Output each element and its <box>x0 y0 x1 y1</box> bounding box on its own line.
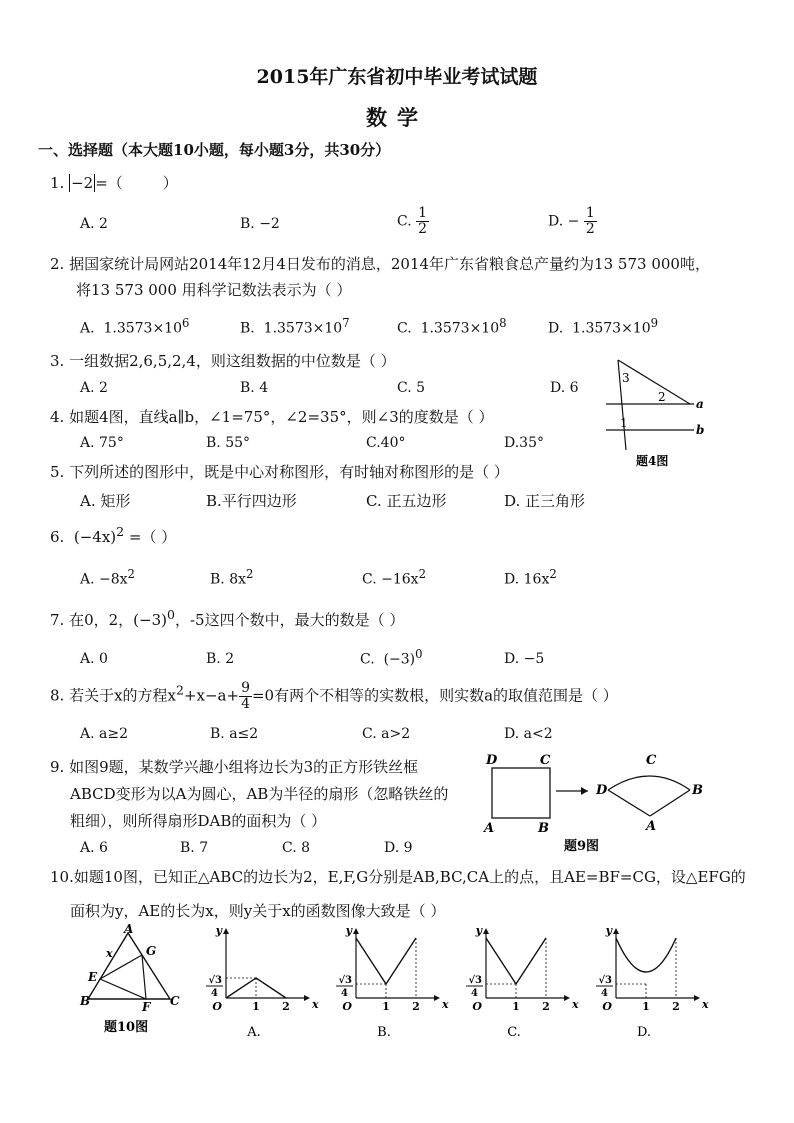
q4-option-d: D.35° <box>504 435 544 451</box>
graph-option-label: A. <box>247 1025 261 1040</box>
root3-label: √3 <box>468 975 482 986</box>
four-label: 4 <box>341 988 348 999</box>
svg-text:1: 1 <box>620 416 628 430</box>
question-5: 5. 下列所述的图形中，既是中心对称图形，有时轴对称图形的是（ ） <box>50 463 509 481</box>
origin-label: O <box>342 1000 352 1013</box>
fraction: $\frac{9}{4}$ <box>241 680 250 712</box>
svg-text:A: A <box>124 922 134 936</box>
figure-9 <box>478 748 718 858</box>
svg-text:B: B <box>692 783 703 798</box>
q2-option-d: D. $1.3573\times 10^9$ <box>548 316 659 337</box>
figure-4 <box>598 354 710 470</box>
q4-option-a: A. 75° <box>80 435 124 451</box>
graph-option-label: C. <box>507 1025 521 1040</box>
q6-option-a: A. $-8x^2$ <box>80 567 135 588</box>
tick-label-2: 2 <box>412 1000 420 1013</box>
svg-text:C: C <box>170 994 180 1008</box>
figure-10-caption: 题10图 <box>104 1020 149 1035</box>
absolute-value: −2 <box>71 174 94 192</box>
q5-option-c: C. 正五边形 <box>366 492 447 510</box>
tick-label-2: 2 <box>542 1000 550 1013</box>
tick-label-1: 1 <box>642 1000 650 1013</box>
question-10-line1: 10.如题10图，已知正△ABC的边长为2，E,F,G分别是AB,BC,CA上的点，且AE=BF=CG，设△EFG的 <box>50 868 746 886</box>
q6-option-b: B. $8x^2$ <box>210 567 254 588</box>
svg-text:B: B <box>80 994 91 1008</box>
svg-text:2: 2 <box>658 390 666 404</box>
q4-option-b: B. 55° <box>206 435 251 451</box>
x-axis-arrow <box>694 995 700 1001</box>
q1-option-c: C. $\frac{1}{2}$ <box>397 205 428 237</box>
origin-label: O <box>602 1000 612 1013</box>
svg-text:x: x <box>106 947 113 960</box>
question-10-line2: 面积为y，AE的长为x，则y关于x的函数图像大致是（ ） <box>70 902 446 920</box>
q3-option-d: D. 6 <box>550 380 579 396</box>
question-7: 7. 在0，2，$(-3)^0$，-5这四个数中，最大的数是（ ） <box>50 607 405 629</box>
x-axis-label: x <box>312 998 319 1011</box>
q8-option-d: D. a<2 <box>504 726 553 742</box>
svg-text:A: A <box>484 821 495 836</box>
four-label: 4 <box>601 988 608 999</box>
svg-text:D: D <box>486 753 498 768</box>
y-axis-label: y <box>475 924 482 937</box>
x-axis-label: x <box>572 998 579 1011</box>
fraction: $\frac{1}{2}$ <box>418 205 428 237</box>
exam-title: 2015年广东省初中毕业考试试题 <box>256 66 538 88</box>
q2-option-b: B. $1.3573\times 10^7$ <box>240 316 350 337</box>
x-axis-arrow <box>564 995 570 1001</box>
root3-label: √3 <box>598 975 612 986</box>
y-axis-arrow <box>483 928 489 934</box>
root3-label: √3 <box>208 975 222 986</box>
x-axis-label: x <box>702 998 709 1011</box>
q7-option-b: B. 2 <box>206 651 235 667</box>
q1-option-d: D. − $\frac{1}{2}$ <box>548 205 595 237</box>
svg-text:B: B <box>538 821 549 836</box>
question-2-line1: 2. 据国家统计局网站2014年12月4日发布的消息，2014年广东省粮食总产量约为13 573 000吨， <box>50 255 710 273</box>
y-axis-label: y <box>215 924 222 937</box>
figure-9-caption: 题9图 <box>564 839 600 854</box>
question-9-line1: 9. 如图9题，某数学兴趣小组将边长为3的正方形铁丝框 <box>50 758 419 776</box>
q6-option-c: C. $-16x^2$ <box>362 567 426 588</box>
q8-option-c: C. a>2 <box>362 726 411 742</box>
svg-text:E: E <box>88 970 98 984</box>
q7-option-c: C. $(-3)^0$ <box>360 647 423 668</box>
q5-option-a: A. 矩形 <box>80 492 131 510</box>
graph-option-c <box>456 922 579 1042</box>
y-axis-arrow <box>223 928 229 934</box>
svg-text:3: 3 <box>622 371 630 385</box>
question-1: 1. −2 =（ ） <box>50 174 178 192</box>
y-axis-arrow <box>613 928 619 934</box>
function-curve <box>356 938 416 984</box>
q5-option-d: D. 正三角形 <box>504 492 586 510</box>
q1-option-a: A. 2 <box>80 216 108 232</box>
svg-text:F: F <box>142 1000 151 1014</box>
svg-text:C: C <box>646 753 657 768</box>
svg-text:C: C <box>540 753 551 768</box>
svg-text:b: b <box>696 423 705 437</box>
four-label: 4 <box>211 988 218 999</box>
tick-label-2: 2 <box>282 1000 290 1013</box>
question-2-line2: 将13 573 000 用科学记数法表示为（ ） <box>76 281 352 299</box>
root3-label: √3 <box>338 975 352 986</box>
svg-text:A: A <box>646 819 657 834</box>
q1-option-b: B. −2 <box>240 216 280 232</box>
q4-option-c: C.40° <box>366 435 406 451</box>
q7-option-d: D. −5 <box>504 651 545 667</box>
svg-text:G: G <box>146 944 157 958</box>
x-axis-arrow <box>434 995 440 1001</box>
subject-title: 数学 <box>366 105 428 130</box>
question-8: 8. 若关于x的方程$x^2+x-a+$ $\frac{9}{4}$ =0有两个不相等的实数根，则实数a的取值范围是（ ） <box>50 680 618 712</box>
origin-label: O <box>472 1000 482 1013</box>
x-axis-arrow <box>304 995 310 1001</box>
four-label: 4 <box>471 988 478 999</box>
y-axis-label: y <box>605 924 612 937</box>
graph-option-d <box>586 922 709 1042</box>
function-curve <box>616 938 676 972</box>
tick-label-1: 1 <box>512 1000 520 1013</box>
q3-option-c: C. 5 <box>397 380 426 396</box>
origin-label: O <box>212 1000 222 1013</box>
q7-option-a: A. 0 <box>80 651 108 667</box>
svg-text:D: D <box>596 783 608 798</box>
question-6: 6. $(-4x)^2$ =（ ） <box>50 524 177 546</box>
graph-option-b <box>326 922 449 1042</box>
question-9-line2: ABCD变形为以A为圆心，AB为半径的扇形（忽略铁丝的 <box>70 785 449 803</box>
graph-option-label: B. <box>377 1025 391 1040</box>
q3-option-a: A. 2 <box>80 380 108 396</box>
y-axis-label: y <box>345 924 352 937</box>
tick-label-2: 2 <box>672 1000 680 1013</box>
q5-option-b: B.平行四边形 <box>206 492 297 510</box>
q9-option-c: C. 8 <box>282 840 311 856</box>
question-3: 3. 一组数据2,6,5,2,4，则这组数据的中位数是（ ） <box>50 352 396 370</box>
question-4: 4. 如题4图，直线a∥b，∠1=75°，∠2=35°，则∠3的度数是（ ） <box>50 408 494 426</box>
section-heading: 一、选择题（本大题10小题，每小题3分，共30分） <box>38 141 391 159</box>
q2-option-a: A. $1.3573\times 10^6$ <box>80 316 190 337</box>
q6-option-d: D. $16x^2$ <box>504 567 557 588</box>
tick-label-1: 1 <box>382 1000 390 1013</box>
fraction: $\frac{1}{2}$ <box>585 205 595 237</box>
tick-label-1: 1 <box>252 1000 260 1013</box>
x-axis-label: x <box>442 998 449 1011</box>
svg-text:a: a <box>696 397 704 411</box>
function-curve <box>486 938 546 984</box>
q3-option-b: B. 4 <box>240 380 269 396</box>
q2-option-c: C. $1.3573\times 10^8$ <box>397 316 507 337</box>
question-9-line3: 粗细），则所得扇形DAB的面积为（ ） <box>70 812 327 830</box>
q8-option-a: A. a≥2 <box>80 726 128 742</box>
q9-option-a: A. 6 <box>80 840 108 856</box>
q8-option-b: B. a≤2 <box>210 726 259 742</box>
q9-option-b: B. 7 <box>180 840 209 856</box>
graph-option-label: D. <box>636 1025 652 1040</box>
figure-4-caption: 题4图 <box>636 454 669 468</box>
q9-option-d: D. 9 <box>384 840 413 856</box>
figure-10 <box>78 922 188 1040</box>
graph-option-a <box>196 922 319 1042</box>
y-axis-arrow <box>353 928 359 934</box>
